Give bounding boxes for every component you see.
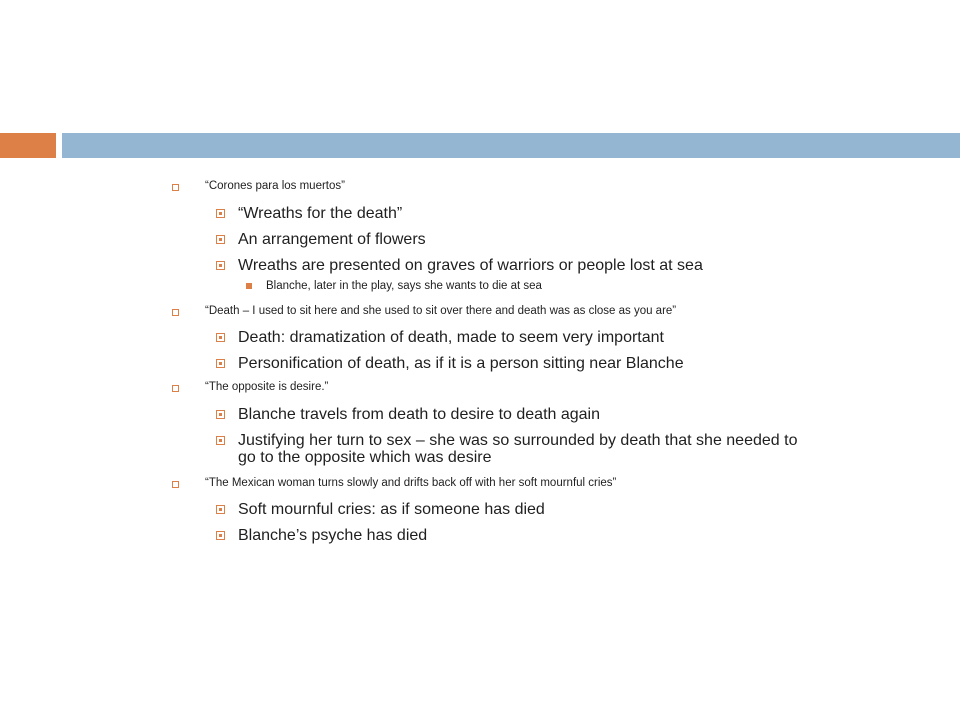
sub-point: Blanche’s psyche has died: [238, 527, 428, 544]
square-bullet-icon: [216, 436, 225, 445]
square-bullet-icon: [216, 410, 225, 419]
sub-sub-point: Blanche, later in the play, says she wants to die at sea: [266, 280, 542, 292]
sub-point: “Wreaths for the death”: [238, 205, 403, 222]
sub-point: Blanche travels from death to desire to death again: [238, 406, 600, 423]
square-bullet-icon: [216, 209, 225, 218]
square-bullet-icon: [172, 309, 179, 316]
sub-point: Soft mournful cries: as if someone has died: [238, 501, 545, 518]
bullet-point-3: “The opposite is desire.”: [205, 381, 329, 393]
square-bullet-icon: [216, 505, 225, 514]
header-accent-orange-bar: [0, 133, 56, 158]
square-bullet-icon: [216, 359, 225, 368]
bullet-point-2: “Death – I used to sit here and she used to sit over there and death was as close as you are”: [205, 305, 677, 317]
sub-point: Death: dramatization of death, made to seem very important: [238, 329, 664, 346]
sub-point: Wreaths are presented on graves of warriors or people lost at sea: [238, 257, 703, 274]
square-bullet-icon: [216, 261, 225, 270]
square-bullet-icon: [172, 481, 179, 488]
sub-point: Justifying her turn to sex – she was so surrounded by death that she needed to go to the opposite which was desire: [238, 432, 798, 466]
bullet-point-1: “Corones para los muertos”: [205, 180, 345, 192]
sub-point: Personification of death, as if it is a person sitting near Blanche: [238, 355, 684, 372]
square-bullet-icon: [172, 184, 179, 191]
square-bullet-icon: [172, 385, 179, 392]
square-bullet-icon: [216, 531, 225, 540]
bullet-point-4: “The Mexican woman turns slowly and drifts back off with her soft mournful cries”: [205, 477, 617, 489]
square-bullet-icon: [216, 333, 225, 342]
square-bullet-icon: [246, 283, 252, 289]
sub-point: An arrangement of flowers: [238, 231, 426, 248]
square-bullet-icon: [216, 235, 225, 244]
header-accent-blue-bar: [62, 133, 960, 158]
